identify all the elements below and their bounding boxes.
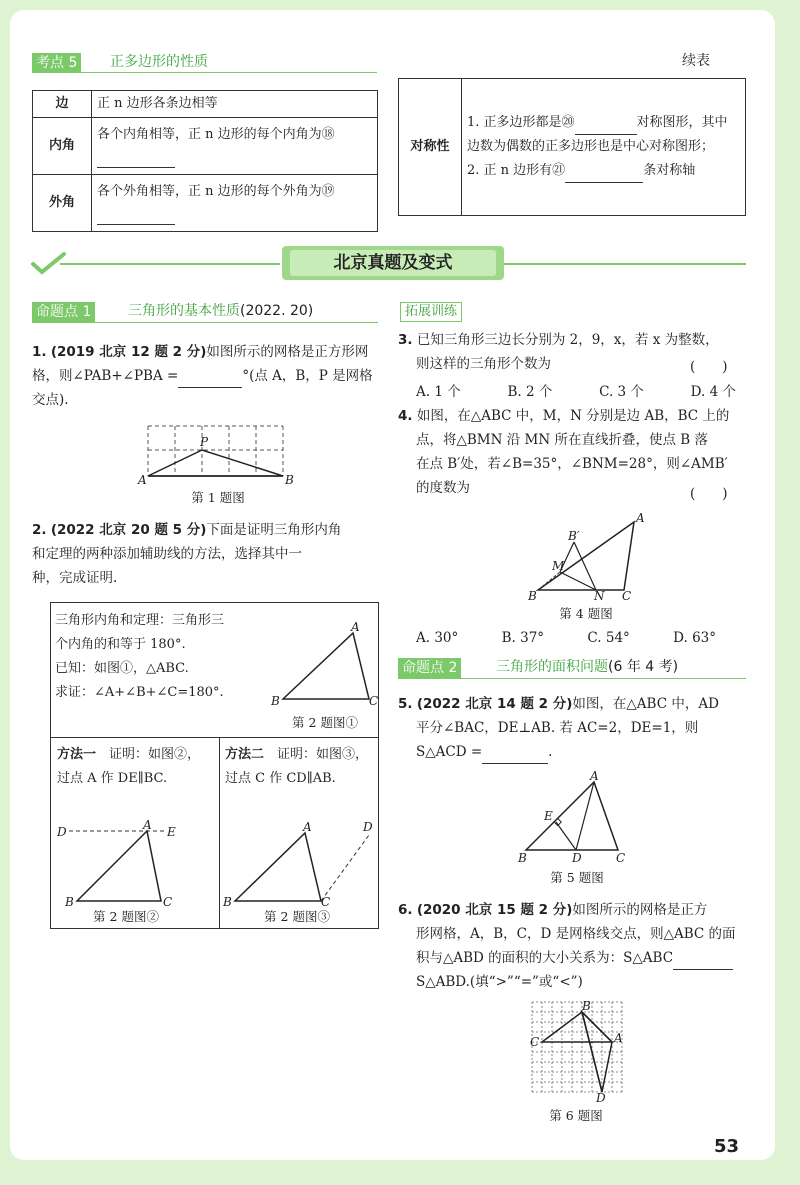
table-row: [33, 91, 378, 118]
svg-text:E: E: [167, 825, 176, 839]
svg-text:D: D: [572, 851, 582, 865]
answer-blank-q1[interactable]: [178, 387, 242, 388]
svg-text:C: C: [616, 851, 626, 865]
continued-label: 续表: [682, 53, 710, 69]
svg-text:D: D: [596, 1091, 606, 1105]
svg-text:C: C: [321, 895, 331, 909]
answer-blank-q5[interactable]: [482, 763, 548, 764]
table-cell: 1. 正多边形都是⑳ 对称图形，其中边数为偶数的正多边形也是中心对称图形； 2. 正 n 边形有㉑ 条对称轴: [462, 79, 746, 216]
option-b[interactable]: B. 37°: [501, 630, 545, 646]
caption-q2-3: 第 2 题图③: [264, 909, 330, 924]
label-b: B: [285, 473, 294, 487]
svg-text:D: D: [57, 825, 67, 839]
answer-blank-21[interactable]: [565, 182, 643, 183]
method-2: 方法二 证明：如图③， 过点 C 作 CD∥AB.: [225, 747, 369, 786]
heading-underline: [32, 322, 378, 323]
table-header-interior: 内角: [33, 118, 92, 175]
caption-q6: 第 6 题图: [549, 1108, 603, 1123]
option-d[interactable]: D. 63°: [673, 630, 716, 646]
svg-text:B: B: [65, 895, 74, 909]
options-q3: [416, 380, 736, 400]
answer-blank-20[interactable]: [575, 134, 637, 135]
caption-q2-1: 第 2 题图①: [292, 715, 358, 730]
table-cell: 各个内角相等，正 n 边形的每个内角为⑱: [92, 118, 378, 175]
kaodian-title: 正多边形的性质: [110, 54, 208, 70]
question-6: 6. (2020 北京 15 题 2 分)如图所示的网格是正方 形网格，A，B，C，D 是网格线交点，则△ABC 的面 积与△ABD 的面积的大小关系为：S△ABC S△ABD.(填“>”“=”或“<”): [398, 902, 736, 990]
polygon-table-right: [398, 78, 746, 216]
figure-q2-3: [223, 821, 375, 907]
banner-line-right: [504, 263, 746, 265]
svg-text:C: C: [163, 895, 173, 909]
option-a[interactable]: A. 1 个: [416, 384, 461, 400]
tuozhan-tag: 拓展训练: [400, 302, 462, 322]
svg-text:M: M: [552, 559, 565, 573]
banner-line-left: [60, 263, 280, 265]
figure-q1-grid: [138, 420, 298, 486]
answer-blank-19[interactable]: [97, 224, 175, 225]
question-1: 1. (2019 北京 12 题 2 分)如图所示的网格是正方形网格，则∠PAB+∠PBA = °(点 A，B，P 是网格交点).: [32, 344, 373, 408]
svg-text:B: B: [271, 694, 280, 708]
mingtidian2-tag: 命题点 2: [398, 658, 461, 678]
section-banner: [282, 246, 504, 280]
option-c[interactable]: C. 3 个: [599, 384, 644, 400]
polygon-table-left: [32, 90, 378, 232]
caption-q1: 第 1 题图: [191, 490, 245, 505]
table-cell: 正 n 边形各条边相等: [92, 91, 378, 118]
table-header-exterior: 外角: [33, 175, 92, 232]
svg-text:A: A: [351, 620, 360, 634]
proof-box: [50, 602, 379, 929]
svg-text:E: E: [544, 809, 553, 823]
question-2: 2. (2022 北京 20 题 5 分)下面是证明三角形内角 和定理的两种添加辅助线的方法，选择其中一 种，完成证明.: [32, 522, 342, 586]
svg-text:A: A: [636, 511, 645, 525]
answer-blank-q6[interactable]: [673, 969, 733, 970]
option-d[interactable]: D. 4 个: [690, 384, 736, 400]
table-cell: 各个外角相等，正 n 边形的每个外角为⑲: [92, 175, 378, 232]
svg-text:A: A: [614, 1031, 623, 1045]
option-c[interactable]: C. 54°: [587, 630, 630, 646]
question-4: 4. 如图，在△ABC 中，M，N 分别是边 AB，BC 上的 点，将△BMN 沿 MN 所在直线折叠，使点 B 落 在点 B′处，若∠B=35°，∠BNM=28°，则∠AMB′ 的度数为: [398, 408, 730, 496]
options-q4: [416, 630, 716, 646]
answer-paren-q3[interactable]: ( ): [690, 359, 728, 375]
svg-text:C: C: [622, 589, 632, 603]
figure-q2-2: [55, 818, 195, 909]
section-banner-title: 北京真题及变式: [290, 250, 496, 276]
heading-underline: [398, 678, 746, 679]
mingtidian2-title: 三角形的面积问题(6 年 4 考): [496, 659, 679, 675]
svg-text:B: B: [582, 999, 591, 1013]
label-a: A: [138, 473, 147, 487]
caption-q2-2: 第 2 题图②: [93, 909, 159, 924]
table-row: [33, 118, 378, 175]
figure-q2-1: [271, 620, 379, 711]
question-3: 3. 已知三角形三边长分别为 2，9，x，若 x 为整数， 则这样的三角形个数为: [398, 332, 719, 372]
option-b[interactable]: B. 2 个: [507, 384, 553, 400]
svg-text:C: C: [530, 1035, 540, 1049]
figure-q6-grid: [526, 998, 626, 1104]
table-row: [399, 79, 746, 216]
kaodian-tag: 考点 5: [32, 53, 81, 73]
method-1: 方法一 证明：如图②， 过点 A 作 DE∥BC.: [57, 747, 201, 786]
answer-paren-q4[interactable]: ( ): [690, 486, 728, 502]
caption-q5: 第 5 题图: [550, 870, 604, 885]
question-5: 5. (2022 北京 14 题 2 分)如图，在△ABC 中，AD 平分∠BAC，DE⊥AB. 若 AC=2，DE=1，则 S△ACD = .: [398, 692, 748, 764]
svg-text:B: B: [518, 851, 527, 865]
svg-text:A: A: [143, 818, 152, 832]
table-row: [33, 175, 378, 232]
svg-text:D: D: [363, 820, 373, 834]
table-header-edge: 边: [33, 91, 92, 118]
page: [10, 10, 775, 1160]
proof-divider-vertical: [219, 737, 220, 928]
mingtidian1-title: 三角形的基本性质(2022. 20): [128, 303, 314, 319]
svg-text:B′: B′: [568, 529, 580, 543]
svg-text:B: B: [223, 895, 232, 909]
svg-text:C: C: [369, 694, 379, 708]
page-number: 53: [714, 1136, 740, 1157]
svg-text:N: N: [594, 589, 605, 603]
svg-text:A: A: [303, 820, 312, 834]
heading-underline: [32, 72, 377, 73]
table-header-symmetry: 对称性: [399, 79, 462, 216]
svg-text:A: A: [590, 769, 599, 783]
figure-q4: [524, 510, 648, 602]
answer-blank-18[interactable]: [97, 167, 175, 168]
proof-divider: [51, 737, 378, 738]
option-a[interactable]: A. 30°: [416, 630, 459, 646]
label-p: P: [200, 435, 209, 449]
mingtidian1-tag: 命题点 1: [32, 302, 95, 322]
caption-q4: 第 4 题图: [559, 606, 613, 621]
figure-q5: [518, 769, 636, 866]
theorem-text: 三角形内角和定理：三角形三 个内角的和等于 180°. 已知：如图①，△ABC. 求证：∠A+∠B+∠C=180°.: [55, 613, 225, 700]
svg-text:B: B: [528, 589, 537, 603]
